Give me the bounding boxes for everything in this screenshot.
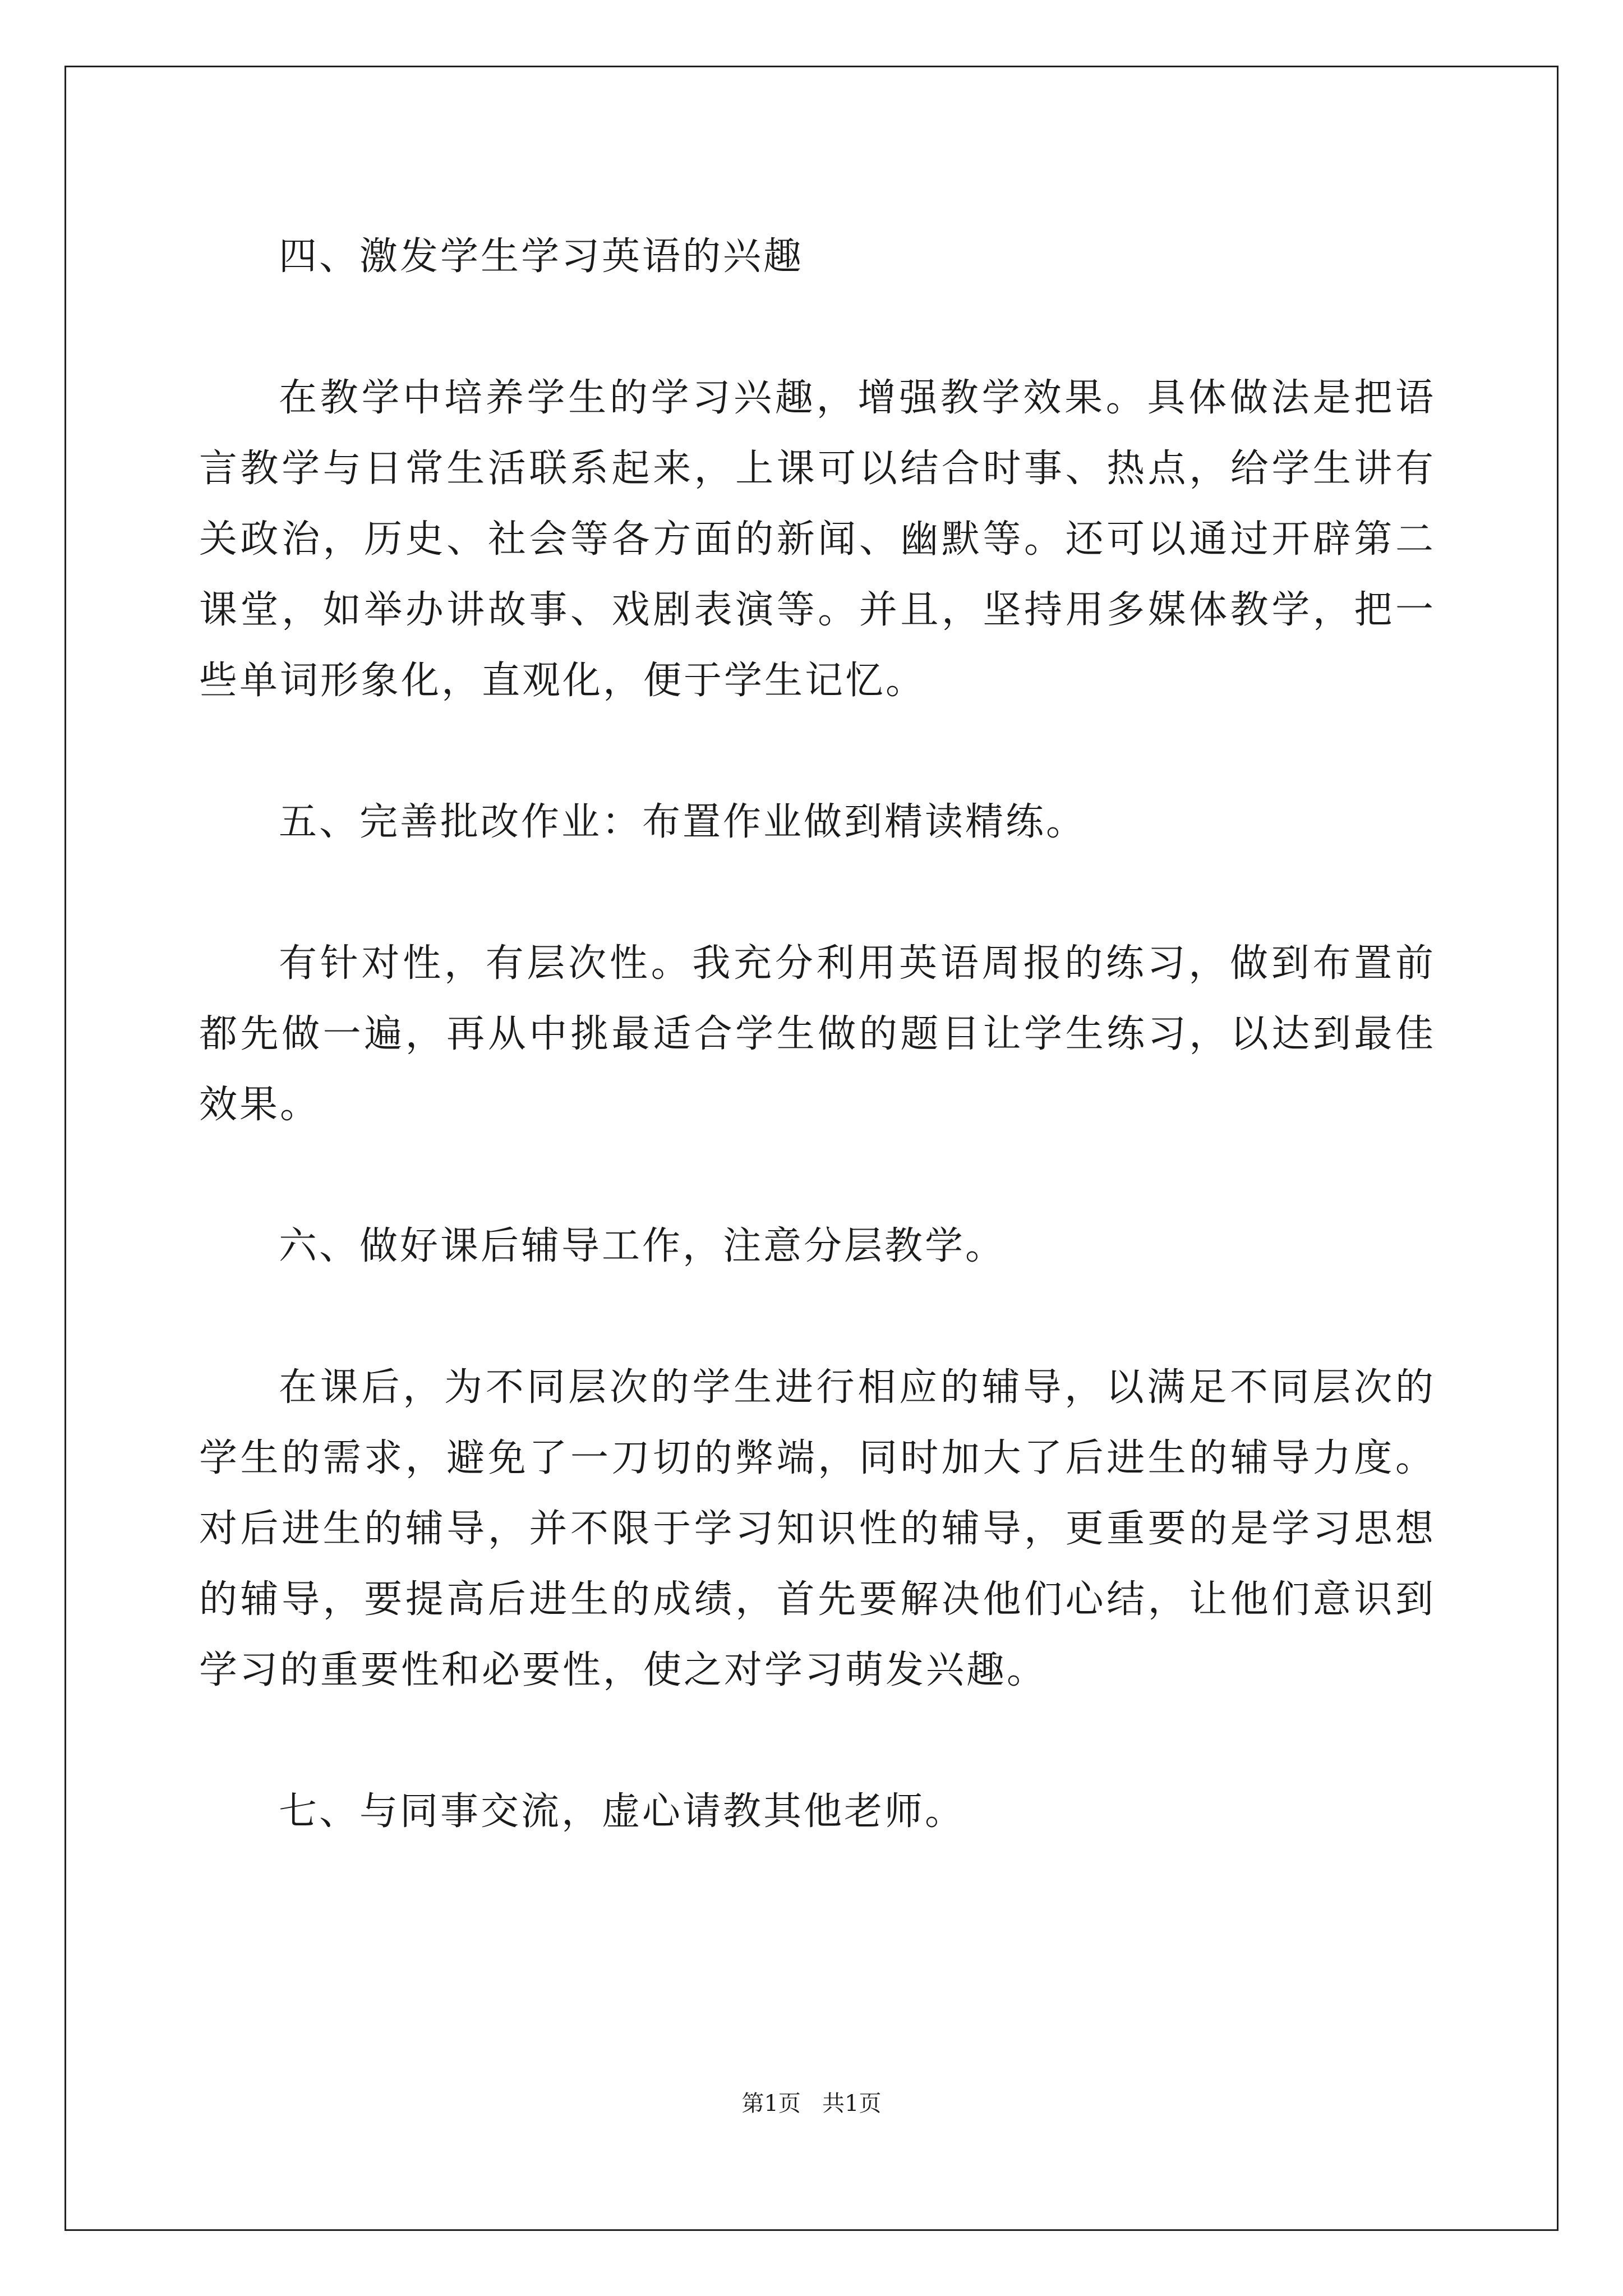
section-heading-4: 四、激发学生学习英语的兴趣 xyxy=(279,234,804,279)
section-body-6: 在课后，为不同层次的学生进行相应的辅导，以满足不同层次的学生的需求，避免了一刀切的弊端，同时加大了后进生的辅导力度。对后进生的辅导，并不限于学习知识性的辅导，更重要的是学习思想的辅导，要提高后进生的成绩，首先要解决他们心结，让他们意识到学习的重要性和必要性，使之对学习萌发兴趣。 xyxy=(199,1365,1436,1692)
section-body-4: 在教学中培养学生的学习兴趣，增强教学效果。具体做法是把语言教学与日常生活联系起来，上课可以结合时事、热点，给学生讲有关政治，历史、社会等各方面的新闻、幽默等。还可以通过开辟第二课堂，如举办讲故事、戏剧表演等。并且，坚持用多媒体教学，把一些单词形象化，直观化，便于学生记忆。 xyxy=(199,376,1436,703)
section-heading-6: 六、做好课后辅导工作，注意分层教学。 xyxy=(279,1224,1006,1268)
page-number-footer: 第1页 共1页 xyxy=(741,2091,882,2116)
document-body xyxy=(199,222,1436,1847)
section-heading-5: 五、完善批改作业：布置作业做到精读精练。 xyxy=(279,800,1087,844)
section-body-5: 有针对性，有层次性。我充分利用英语周报的练习，做到布置前都先做一遍，再从中挑最适合学生做的题目让学生练习，以达到最佳效果。 xyxy=(199,941,1436,1127)
section-heading-7: 七、与同事交流，虚心请教其他老师。 xyxy=(279,1789,966,1834)
